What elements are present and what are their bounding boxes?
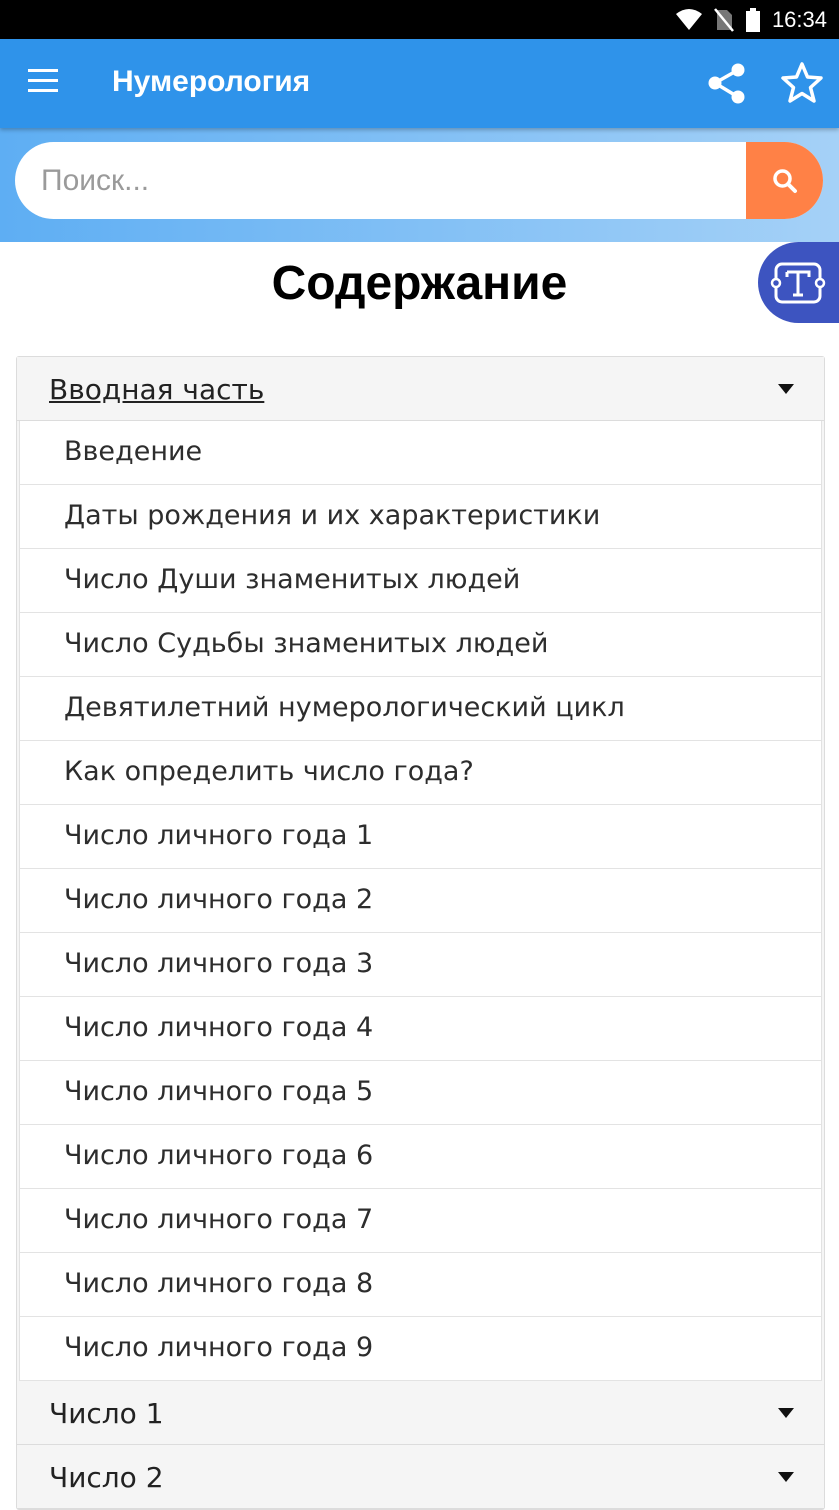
search-input[interactable] — [15, 142, 746, 219]
list-item-label: Число личного года 6 — [64, 1140, 374, 1171]
list-item[interactable] — [20, 741, 821, 805]
list-item-label: Число личного года 4 — [64, 1012, 374, 1043]
battery-icon — [746, 8, 760, 32]
star-icon — [778, 59, 826, 107]
page-title: Содержание — [271, 257, 568, 310]
list-item[interactable] — [20, 613, 821, 677]
list-item-label: Как определить число года? — [64, 756, 474, 787]
section-label: Число 1 — [49, 1397, 164, 1430]
list-item[interactable] — [20, 1253, 821, 1317]
caret-down-icon — [778, 1408, 794, 1418]
caret-down-icon — [778, 384, 794, 394]
caret-down-icon — [778, 1472, 794, 1482]
list-item-label: Число личного года 9 — [64, 1332, 374, 1363]
list-item-label: Число Судьбы знаменитых людей — [64, 628, 549, 659]
list-item[interactable] — [20, 933, 821, 997]
list-item[interactable] — [20, 485, 821, 549]
menu-button[interactable] — [20, 63, 66, 103]
font-size-button[interactable] — [758, 242, 839, 323]
font-size-icon — [770, 259, 826, 307]
list-item[interactable] — [20, 1317, 821, 1381]
list-item-label: Число личного года 5 — [64, 1076, 374, 1107]
app-bar — [0, 39, 839, 128]
no-sim-icon — [714, 8, 734, 32]
list-item-label: Число Души знаменитых людей — [64, 564, 521, 595]
section-label: Вводная часть — [49, 373, 265, 406]
search-strip — [0, 128, 839, 242]
favorite-button[interactable] — [778, 59, 826, 107]
list-item[interactable] — [20, 1125, 821, 1189]
list-item-label: Введение — [64, 436, 203, 467]
section-label: Число 2 — [49, 1461, 164, 1494]
list-item-label: Число личного года 7 — [64, 1204, 374, 1235]
contents-accordion — [16, 356, 825, 1510]
list-item-label: Число личного года 3 — [64, 948, 374, 979]
status-bar — [0, 0, 839, 39]
share-button[interactable] — [704, 61, 750, 107]
status-time: 16:34 — [771, 6, 827, 32]
section-header-number-1[interactable] — [17, 1381, 824, 1445]
search-button[interactable] — [746, 142, 823, 219]
list-item[interactable] — [20, 549, 821, 613]
list-item-label: Девятилетний нумерологический цикл — [64, 692, 625, 723]
section-header-intro[interactable] — [17, 357, 824, 421]
app-title: Нумерология — [112, 65, 311, 98]
list-item[interactable] — [20, 805, 821, 869]
list-item[interactable] — [20, 997, 821, 1061]
list-item[interactable] — [20, 1189, 821, 1253]
section-items-intro — [19, 421, 822, 1381]
share-icon — [704, 61, 750, 107]
list-item[interactable] — [20, 677, 821, 741]
search-icon — [772, 168, 798, 194]
list-item-label: Число личного года 8 — [64, 1268, 374, 1299]
search-box — [15, 142, 823, 219]
list-item[interactable] — [20, 869, 821, 933]
list-item[interactable] — [20, 421, 821, 485]
list-item-label: Число личного года 1 — [64, 820, 374, 851]
list-item[interactable] — [20, 1061, 821, 1125]
list-item-label: Даты рождения и их характеристики — [64, 500, 601, 531]
list-item-label: Число личного года 2 — [64, 884, 374, 915]
wifi-icon — [676, 9, 702, 31]
section-header-number-2[interactable] — [17, 1445, 824, 1509]
menu-icon — [28, 69, 60, 93]
